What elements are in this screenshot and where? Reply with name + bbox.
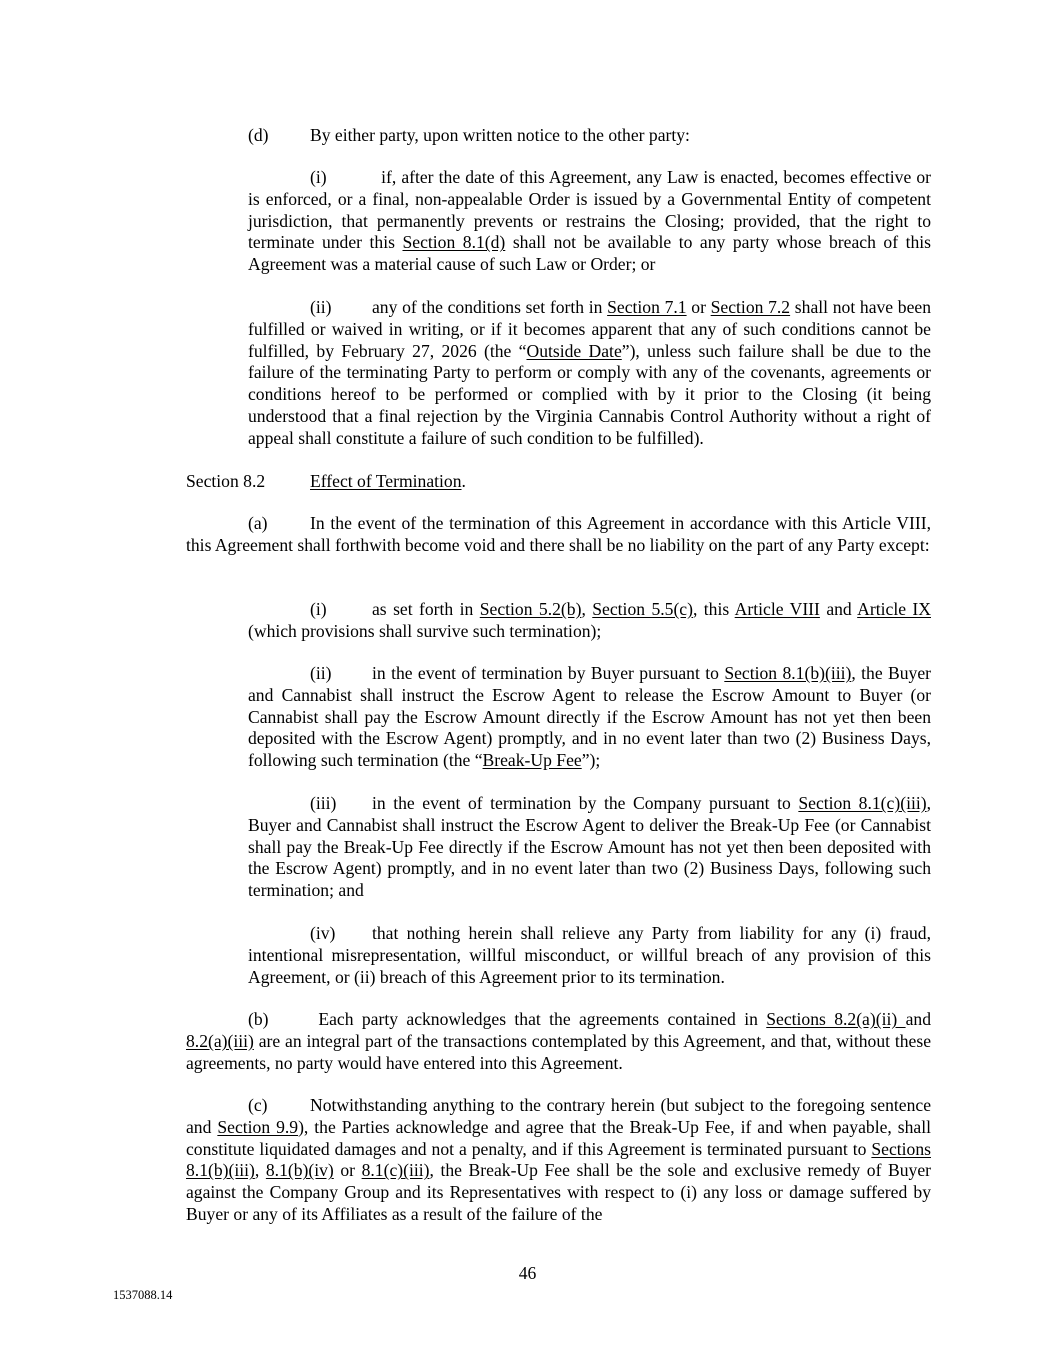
clause-c <box>186 1095 931 1226</box>
clause-a-i-label: (i) <box>310 599 327 619</box>
clause-d-text: By either party, upon written notice to the other party: <box>310 125 690 145</box>
clause-a <box>186 513 931 557</box>
ref-section-8-1-b-iii[interactable]: Section 8.1(b)(iii) <box>724 663 852 683</box>
clause-d-i <box>248 167 931 276</box>
section-title: Effect of Termination <box>310 471 462 491</box>
clause-d-label: (d) <box>248 125 269 145</box>
ref-section-8-2-a-iii[interactable]: 8.2(a)(iii) <box>186 1030 254 1051</box>
clause-d-i-text: if, after the date of this Agreement, any Law is enacted, becomes effective or is enforced, or a final, non-appealable Order is issued by a Governmental Entity of competent jurisdiction, that permanently prevents or restrains the Closing; provided, that the right to terminate under this <box>248 167 931 253</box>
clause-a-iv <box>248 923 931 988</box>
clause-c-text: Notwithstanding anything to the contrary herein (but subject to the foregoing sentence and <box>186 1095 931 1137</box>
clause-a-i-text-2: , <box>581 599 593 619</box>
clause-d-ii-text-3: shall not have been fulfilled or waived in writing, or if it becomes apparent that any of such conditions cannot be fulfilled, by February 27, 2026 (the “ <box>248 297 932 361</box>
clause-a-iv-text: that nothing herein shall relieve any Party from liability for any (i) fraud, intentional misrepresentation, willful misconduct, or willful breach of any provision of this Agreement, or (ii) breach of this Agreement prior to its termination. <box>248 923 931 987</box>
ref-section-5-2-b[interactable]: Section 5.2(b) <box>479 599 582 619</box>
clause-d-ii-label: (ii) <box>310 297 332 317</box>
clause-d-ii-text-2: or <box>686 297 711 317</box>
clause-a-label: (a) <box>248 513 268 533</box>
clause-a-iv-label: (iv) <box>310 923 336 943</box>
clause-a-iii-text: in the event of termination by the Company pursuant to <box>372 793 799 813</box>
clause-c-text-2: ), the Parties acknowledge and agree that the Break-Up Fee, if and when payable, shall constitute liquidated damages and not a penalty, and if this Agreement is terminated pursuant to <box>186 1116 931 1159</box>
ref-section-5-5-c[interactable]: Section 5.5(c) <box>592 599 693 619</box>
ref-article-viii[interactable]: Article VIII <box>734 599 820 619</box>
ref-section-9-9[interactable]: Section 9.9 <box>217 1116 299 1137</box>
clause-a-ii-text: in the event of termination by Buyer pursuant to <box>372 663 725 683</box>
clause-d-ii <box>248 297 931 450</box>
clause-a-i-text-4: and <box>819 599 858 619</box>
clause-b-text-2: and <box>905 1009 931 1029</box>
section-8-2-heading <box>186 471 466 493</box>
clause-d-i-label: (i) <box>310 167 327 187</box>
clause-d-ii-text: any of the conditions set forth in <box>372 297 608 317</box>
clause-d <box>248 125 690 147</box>
ref-section-8-1-c-iii-2[interactable]: 8.1(c)(iii) <box>361 1160 430 1181</box>
clause-c-label: (c) <box>248 1095 268 1115</box>
clause-a-text: In the event of the termination of this Agreement in accordance with this Article VIII, this Agreement shall forthwith become void and there shall be no liability on the part of any Party except: <box>186 513 931 555</box>
clause-a-iii <box>248 793 931 902</box>
ref-section-8-1-c-iii[interactable]: Section 8.1(c)(iii) <box>798 793 927 813</box>
ref-section-7-1[interactable]: Section 7.1 <box>607 297 687 317</box>
clause-a-ii <box>248 663 931 772</box>
document-id: 1537088.14 <box>113 1288 173 1302</box>
ref-sections-8-1-b-iii[interactable]: Sections 8.1(b)(iii) <box>186 1138 931 1181</box>
clause-a-iii-label: (iii) <box>310 793 337 813</box>
defined-term-outside-date: Outside Date <box>526 340 622 361</box>
section-number: Section 8.2 <box>186 471 266 491</box>
clause-a-iii-text-end: , Buyer and Cannabist shall instruct the Escrow Agent to deliver the Break-Up Fee (or Cannabist shall pay the Break-Up Fee directly if the Escrow Amount has not yet then been deposited with the Escrow Agent) promptly, and in no event later than two (2) Business Days, following such termination; and <box>248 793 931 901</box>
clause-a-ii-text-2: , the Buyer and Cannabist shall instruct the Escrow Agent to release the Escrow Amount to Buyer (or Cannabist shall pay the Escrow Amount directly if the Escrow Amount has not yet then been deposited with the Escrow Agent) promptly, and in no event later than two (2) Business Days, following such termination (the “ <box>248 663 932 771</box>
clause-b-text: Each party acknowledges that the agreements contained in <box>310 1009 767 1029</box>
ref-sections-8-2-a-ii[interactable]: Sections 8.2(a)(ii) <box>766 1009 906 1029</box>
clause-c-text-3: , <box>254 1160 266 1181</box>
clause-d-ii-text-end: ”), unless such failure shall be due to the failure of the terminating Party to perform or comply with any of the covenants, agreements or conditions hereof to be performed or complied with by it prior to the Closing (it being understood that a final rejection by the Virginia Cannabis Control Authority without a right of appeal shall constitute a failure of such condition to be fulfilled). <box>248 340 931 448</box>
clause-d-i-text-end: shall not be available to any party whose breach of this Agreement was a material cause of such Law or Order; or <box>248 232 932 275</box>
clause-b-label: (b) <box>248 1009 269 1029</box>
ref-section-7-2[interactable]: Section 7.2 <box>710 297 791 317</box>
clause-a-ii-label: (ii) <box>310 663 332 683</box>
clause-c-text-end: , the Break-Up Fee shall be the sole and exclusive remedy of Buyer against the Company Group and its Representatives with respect to (i) any loss or damage suffered by Buyer or any of its Affiliates as a result of the failure of the <box>186 1160 932 1224</box>
ref-section-8-1-b-iv[interactable]: 8.1(b)(iv) <box>265 1160 334 1181</box>
clause-a-i-text-end: (which provisions shall survive such termination); <box>248 620 602 641</box>
clause-a-i-text: as set forth in <box>372 599 480 619</box>
ref-article-ix[interactable]: Article IX <box>857 599 931 619</box>
defined-term-break-up-fee: Break-Up Fee <box>482 750 582 771</box>
ref-section-8-1-d[interactable]: Section 8.1(d) <box>402 232 506 253</box>
clause-a-ii-text-end: ”); <box>581 750 601 771</box>
clause-a-i-text-3: , this <box>692 599 735 619</box>
page-number: 46 <box>518 1263 537 1283</box>
section-title-period: . <box>461 471 466 491</box>
clause-a-i <box>248 599 931 643</box>
clause-b <box>186 1009 931 1074</box>
clause-b-text-end: are an integral part of the transactions contemplated by this Agreement, and that, without these agreements, no party would have entered into this Agreement. <box>186 1030 931 1073</box>
clause-c-text-4: or <box>333 1160 362 1181</box>
